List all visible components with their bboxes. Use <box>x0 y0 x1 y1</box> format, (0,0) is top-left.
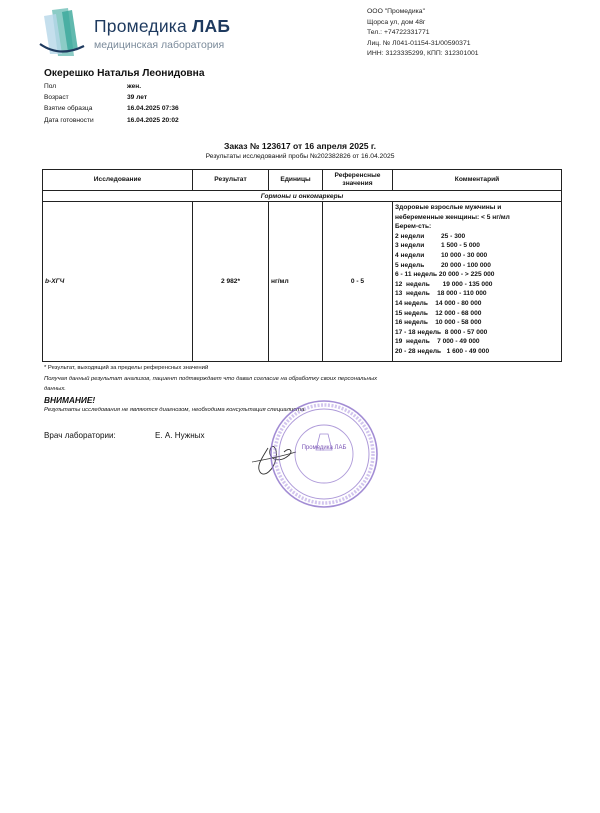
doctor-label: Врач лаборатории: <box>44 431 116 440</box>
note-disclaimer: Результаты исследования не являются диагнозом, необходима консультация специалиста. <box>44 407 306 413</box>
comment-line: 15 недель 12 000 - 68 000 <box>395 309 482 317</box>
header-reference: Референсные значения <box>323 170 393 191</box>
cell-comment <box>393 202 562 362</box>
company-name: ООО "Промедика" <box>367 8 425 15</box>
attention-heading: ВНИМАНИЕ! <box>44 395 96 405</box>
cell-units: нг/мл <box>269 202 323 362</box>
order-subtitle: Результаты исследований пробы №202382826 от 16.04.2025 <box>205 153 395 160</box>
brand-name: Промедика ЛАБ <box>94 16 231 36</box>
comment-line: 6 - 11 недель 20 000 - > 225 000 <box>395 271 495 279</box>
order-title: Заказ № 123617 от 16 апреля 2025 г. <box>223 141 377 151</box>
patient-name: Окерешко Наталья Леонидовна <box>44 68 205 79</box>
patient-field-ready-date: Дата готовности 16.04.2025 20:02 <box>44 116 179 124</box>
header-test: Исследование <box>43 170 193 191</box>
doctor-name: Е. А. Нужных <box>155 431 205 440</box>
comment-line: 14 недель 14 000 - 80 000 <box>395 299 482 307</box>
company-phone: Тел.: +74722331771 <box>367 29 430 37</box>
comment-line: Здоровые взрослые мужчины и <box>395 204 502 211</box>
table-header-row <box>43 170 562 191</box>
results-table <box>42 169 562 362</box>
company-license: Лиц. № Л041-01154-31/00590371 <box>367 39 471 47</box>
comment-line: Берем-сть: <box>395 223 432 231</box>
section-title: Гормоны и онкомаркеры <box>43 191 562 202</box>
comment-line: 20 - 28 недель 1 600 - 49 000 <box>395 347 490 355</box>
header-comment: Комментарий <box>393 170 562 191</box>
company-address: Щорса ул, дом 48г <box>367 18 426 26</box>
brand-subtitle: медицинская лаборатория <box>94 39 225 51</box>
cell-test: b-ХГЧ <box>43 202 193 362</box>
comment-line: 16 недель 10 000 - 58 000 <box>395 319 482 327</box>
header-units: Единицы <box>269 170 323 191</box>
company-info <box>367 7 479 60</box>
patient-field-sample-date: Взятие образца 16.04.2025 07:36 <box>44 105 179 113</box>
promedika-logo-icon <box>38 6 88 58</box>
stamp-center-text: Промедика ЛАБ <box>301 445 347 451</box>
comment-line: 3 недели 1 500 - 5 000 <box>395 242 480 250</box>
comment-line: 13 недель 18 000 - 110 000 <box>395 290 487 298</box>
comment-line: 4 недели 10 000 - 30 000 <box>395 251 488 259</box>
header-result: Результат <box>193 170 269 191</box>
cell-result: 2 982* <box>193 202 269 362</box>
comment-line: 5 недель 20 000 - 100 000 <box>395 261 491 269</box>
company-inn: ИНН: 3123335299, КПП: 312301001 <box>367 50 479 58</box>
cell-reference: 0 - 5 <box>323 202 393 362</box>
patient-info <box>44 81 179 126</box>
section-row <box>43 191 562 202</box>
patient-field-sex: Пол жен. <box>44 83 142 90</box>
stamp-seal-icon <box>268 398 380 510</box>
note-asterisk: * Результат, выходящий за пределы референсных значений <box>44 365 209 371</box>
comment-line: 19 недель 7 000 - 49 000 <box>395 338 480 346</box>
note-consent: Получая данный результат анализов, пациент подтверждает что давал согласие на обработку своих персональных данных. <box>44 376 378 392</box>
patient-field-age: Возраст 39 лет <box>44 94 148 102</box>
table-row <box>43 202 562 362</box>
comment-line: 17 - 18 недель 8 000 - 57 000 <box>395 328 488 336</box>
comment-line: 12 недель 19 000 - 135 000 <box>395 280 493 288</box>
comment-line: 2 недели 25 - 300 <box>395 232 466 240</box>
comment-line: небеременные женщины: < 5 нг/мл <box>395 213 510 221</box>
stamp <box>268 398 380 510</box>
